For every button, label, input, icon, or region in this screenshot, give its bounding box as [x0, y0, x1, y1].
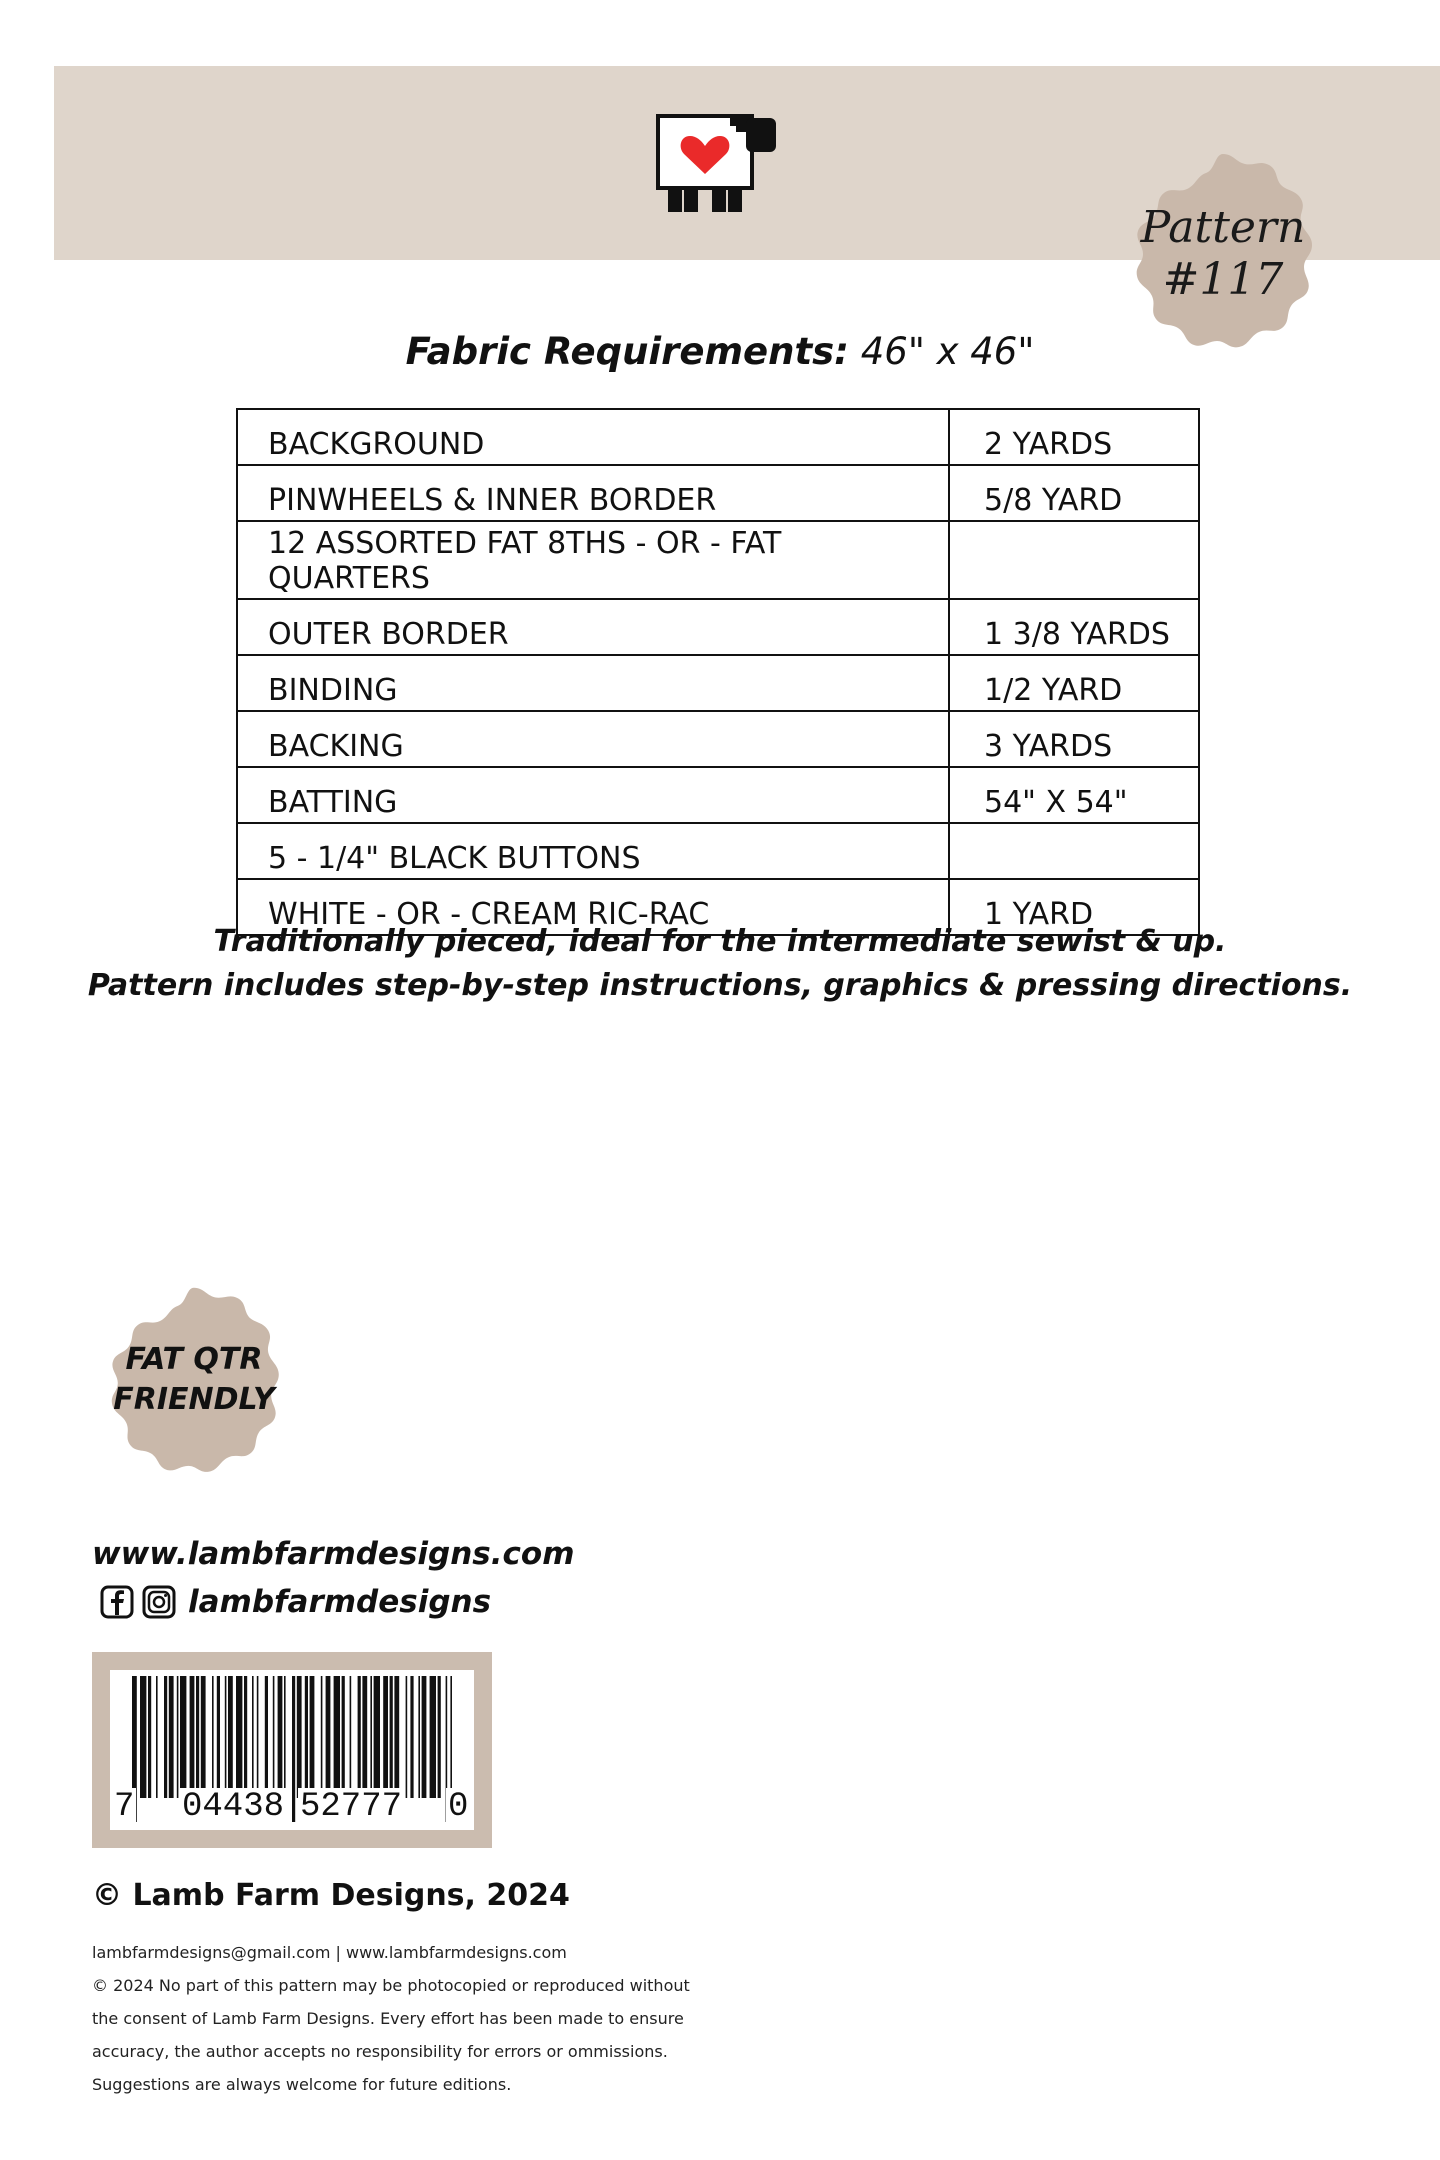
- fabric-amount: 5/8 YARD: [949, 465, 1199, 521]
- barcode-bar: [394, 1676, 399, 1798]
- notice-line: Suggestions are always welcome for future editions.: [92, 2075, 512, 2094]
- barcode-bar: [406, 1676, 408, 1798]
- table-row: [237, 655, 1199, 711]
- fabric-item: 12 ASSORTED FAT 8THS - OR - FAT QUARTERS: [237, 521, 949, 599]
- barcode-bar: [201, 1676, 206, 1798]
- fabric-amount: 1/2 YARD: [949, 655, 1199, 711]
- barcode-bar: [438, 1676, 441, 1798]
- barcode-bar: [383, 1676, 388, 1798]
- barcode-bar: [244, 1676, 247, 1798]
- fabric-item: WHITE - OR - CREAM RIC-RAC: [237, 879, 949, 935]
- barcode-bar: [334, 1676, 340, 1798]
- table-row: [237, 409, 1199, 465]
- barcode-bar: [297, 1676, 302, 1798]
- barcode-bar: [310, 1676, 315, 1798]
- fabric-amount: 2 YARDS: [949, 409, 1199, 465]
- barcode-bar: [374, 1676, 380, 1798]
- barcode-bar: [370, 1676, 372, 1798]
- barcode-bar: [140, 1676, 146, 1798]
- barcode-bar: [225, 1676, 227, 1798]
- barcode-bar: [228, 1676, 233, 1798]
- table-row: [237, 711, 1199, 767]
- fabric-amount: [949, 823, 1199, 879]
- table-row: [237, 521, 1199, 599]
- barcode-bar: [148, 1676, 151, 1798]
- instagram-icon[interactable]: [142, 1585, 176, 1619]
- barcode-bar: [350, 1676, 352, 1798]
- barcode-bar: [430, 1676, 436, 1798]
- fabric-item: OUTER BORDER: [237, 599, 949, 655]
- fabric-amount: 54" X 54": [949, 767, 1199, 823]
- table-row: [237, 767, 1199, 823]
- social-row: [100, 1582, 491, 1622]
- barcode-bar: [217, 1676, 220, 1798]
- email-line: lambfarmdesigns@gmail.com | www.lambfarmdesigns.com: [92, 1943, 567, 1962]
- barcode-bar: [169, 1676, 174, 1798]
- fat-qtr-friendly-text: FAT QTR FRIENDLY: [113, 1342, 275, 1417]
- notice-line: the consent of Lamb Farm Designs. Every effort has been made to ensure: [92, 2009, 684, 2028]
- fabric-amount: 1 YARD: [949, 879, 1199, 935]
- pattern-description: Traditionally pieced, ideal for the intermediate sewist & up. Pattern includes step-by-step instructions, graphics & pressing directions.: [87, 924, 1353, 1003]
- fine-print: [92, 1936, 812, 2101]
- barcode-bar: [418, 1676, 420, 1798]
- facebook-icon[interactable]: [100, 1585, 134, 1619]
- barcode-bar: [362, 1676, 367, 1798]
- copyright-heading: © Lamb Farm Designs, 2024: [92, 1878, 570, 1913]
- barcode-bar: [265, 1676, 268, 1798]
- fabric-item: 5 - 1/4" BLACK BUTTONS: [237, 823, 949, 879]
- barcode-bar: [410, 1676, 413, 1798]
- fabric-amount: [949, 521, 1199, 599]
- fabric-item: BACKING: [237, 711, 949, 767]
- fabric-item: BACKGROUND: [237, 409, 949, 465]
- barcode-bar: [190, 1676, 195, 1798]
- notice-line: accuracy, the author accepts no responsibility for errors or ommissions.: [92, 2042, 668, 2061]
- barcode-bar: [156, 1676, 158, 1798]
- website-link[interactable]: www.lambfarmdesigns.com: [92, 1536, 575, 1572]
- barcode-bar: [278, 1676, 283, 1798]
- barcode-bar: [177, 1676, 179, 1798]
- barcode-bar: [273, 1676, 275, 1798]
- barcode-bar: [164, 1676, 167, 1798]
- notice-line: © 2024 No part of this pattern may be photocopied or reproduced without: [92, 1976, 690, 1995]
- barcode-bar: [212, 1676, 214, 1798]
- fabric-amount: 3 YARDS: [949, 711, 1199, 767]
- social-handle[interactable]: lambfarmdesigns: [188, 1584, 492, 1620]
- table-row: [237, 465, 1199, 521]
- pattern-badge: [1118, 150, 1328, 360]
- barcode-bar: [390, 1676, 393, 1798]
- barcode-bar: [326, 1676, 331, 1798]
- barcode: [92, 1652, 492, 1848]
- sheep-heart-icon: [648, 112, 788, 216]
- barcode-bar: [422, 1676, 427, 1798]
- barcode-bar: [257, 1676, 259, 1798]
- table-row: [237, 823, 1199, 879]
- page-title: Fabric Requirements: 46" x 46": [405, 330, 1035, 373]
- pattern-badge-text: Pattern #117: [1140, 202, 1306, 305]
- table-row: [237, 599, 1199, 655]
- fat-qtr-friendly-badge: [94, 1284, 294, 1484]
- barcode-bar: [252, 1676, 254, 1798]
- fabric-amount: 1 3/8 YARDS: [949, 599, 1199, 655]
- barcode-bar: [305, 1676, 308, 1798]
- barcode-bar: [236, 1676, 242, 1798]
- fabric-item: PINWHEELS & INNER BORDER: [237, 465, 949, 521]
- barcode-bar: [342, 1676, 345, 1798]
- barcode-bar: [321, 1676, 323, 1798]
- fabric-item: BINDING: [237, 655, 949, 711]
- fabric-requirements-table: [236, 408, 1200, 936]
- fabric-item: BATTING: [237, 767, 949, 823]
- barcode-bar: [358, 1676, 361, 1798]
- barcode-digits: 7 04438 52777 0: [114, 1788, 469, 1826]
- barcode-bar: [196, 1676, 199, 1798]
- barcode-bar: [180, 1676, 186, 1798]
